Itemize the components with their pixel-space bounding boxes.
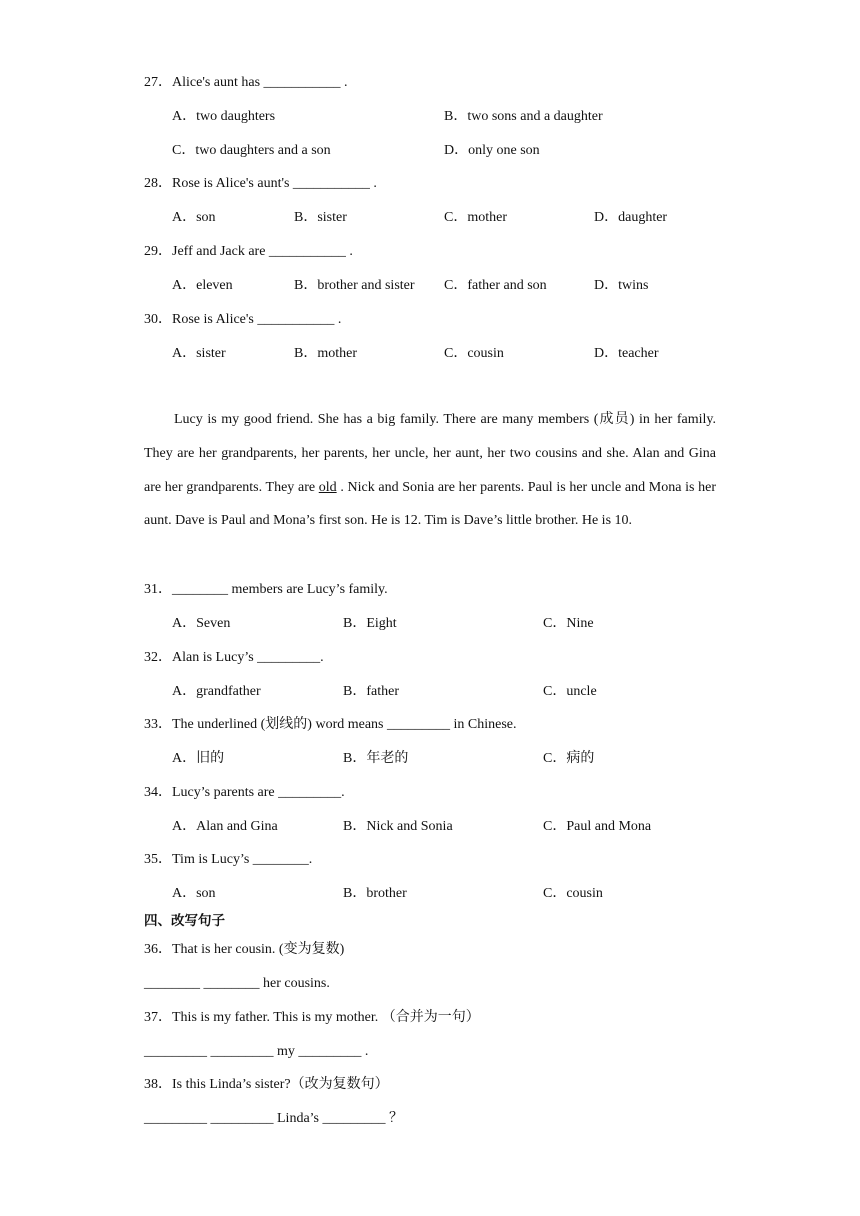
option-30-c[interactable]: C．cousin (444, 346, 504, 361)
answer-38[interactable]: _________ _________ Linda’s _________ ？ (144, 1111, 403, 1126)
question-28: 28．Rose is Alice's aunt's ___________ . (144, 176, 377, 191)
option-31-a[interactable]: A．Seven (172, 616, 231, 631)
option-28-c[interactable]: C．mother (444, 210, 507, 225)
answer-37[interactable]: _________ _________ my _________ . (144, 1044, 369, 1059)
option-34-c[interactable]: C．Paul and Mona (543, 819, 652, 834)
question-37: 37．This is my father. This is my mother. （合并为一句） (144, 1010, 480, 1025)
option-29-b[interactable]: B．brother and sister (294, 278, 415, 293)
option-29-d[interactable]: D．twins (594, 278, 649, 293)
question-34: 34．Lucy’s parents are _________. (144, 785, 345, 800)
option-30-b[interactable]: B．mother (294, 346, 357, 361)
reading-passage: Lucy is my good friend. She has a big family. There are many members (成员) in her family. They are her grandparents, her parents, her uncle, her aunt, her two cousins and she. Alan and Gina are her grandparents. They are old . Nick and Sonia are her parents. Paul is her uncle and Mona is her aunt. Dave is Paul and Mona’s first son. He is 12. Tim is Dave’s little brother. He is 10. (144, 412, 716, 529)
option-35-c[interactable]: C．cousin (543, 886, 603, 901)
question-38: 38．Is this Linda’s sister?（改为复数句） (144, 1077, 389, 1092)
option-30-d[interactable]: D．teacher (594, 346, 659, 361)
option-32-b[interactable]: B．father (343, 684, 399, 699)
answer-36[interactable]: ________ ________ her cousins. (144, 976, 330, 991)
option-28-d[interactable]: D．daughter (594, 210, 668, 225)
option-33-c[interactable]: C．病的 (543, 751, 595, 766)
option-33-b[interactable]: B．年老的 (343, 751, 409, 766)
question-29: 29．Jeff and Jack are ___________ . (144, 244, 353, 259)
option-27-a[interactable]: A．two daughters (172, 109, 276, 124)
option-28-b[interactable]: B．sister (294, 210, 347, 225)
option-33-a[interactable]: A．旧的 (172, 751, 225, 766)
option-34-b[interactable]: B．Nick and Sonia (343, 819, 453, 834)
option-29-a[interactable]: A．eleven (172, 278, 233, 293)
option-31-b[interactable]: B．Eight (343, 616, 397, 631)
option-32-c[interactable]: C．uncle (543, 684, 597, 699)
underlined-word: old (318, 479, 337, 495)
option-31-c[interactable]: C．Nine (543, 616, 594, 631)
option-29-c[interactable]: C．father and son (444, 278, 547, 293)
option-35-a[interactable]: A．son (172, 886, 216, 901)
option-27-b[interactable]: B．two sons and a daughter (444, 109, 603, 124)
question-32: 32．Alan is Lucy’s _________. (144, 650, 324, 665)
option-35-b[interactable]: B．brother (343, 886, 407, 901)
question-30: 30．Rose is Alice's ___________ . (144, 312, 342, 327)
question-31: 31．________ members are Lucy’s family. (144, 582, 388, 597)
option-27-c[interactable]: C．two daughters and a son (172, 143, 331, 158)
section-title: 四、改写句子 (144, 913, 225, 929)
option-34-a[interactable]: A．Alan and Gina (172, 819, 278, 834)
option-28-a[interactable]: A．son (172, 210, 216, 225)
option-30-a[interactable]: A．sister (172, 346, 226, 361)
question-35: 35．Tim is Lucy’s ________. (144, 852, 313, 867)
question-36: 36．That is her cousin. (变为复数) (144, 942, 345, 957)
option-32-a[interactable]: A．grandfather (172, 684, 261, 699)
question-27: 27．Alice's aunt has ___________ . (144, 75, 348, 90)
question-33: 33．The underlined (划线的) word means _________ in Chinese. (144, 717, 517, 732)
option-27-d[interactable]: D．only one son (444, 143, 540, 158)
